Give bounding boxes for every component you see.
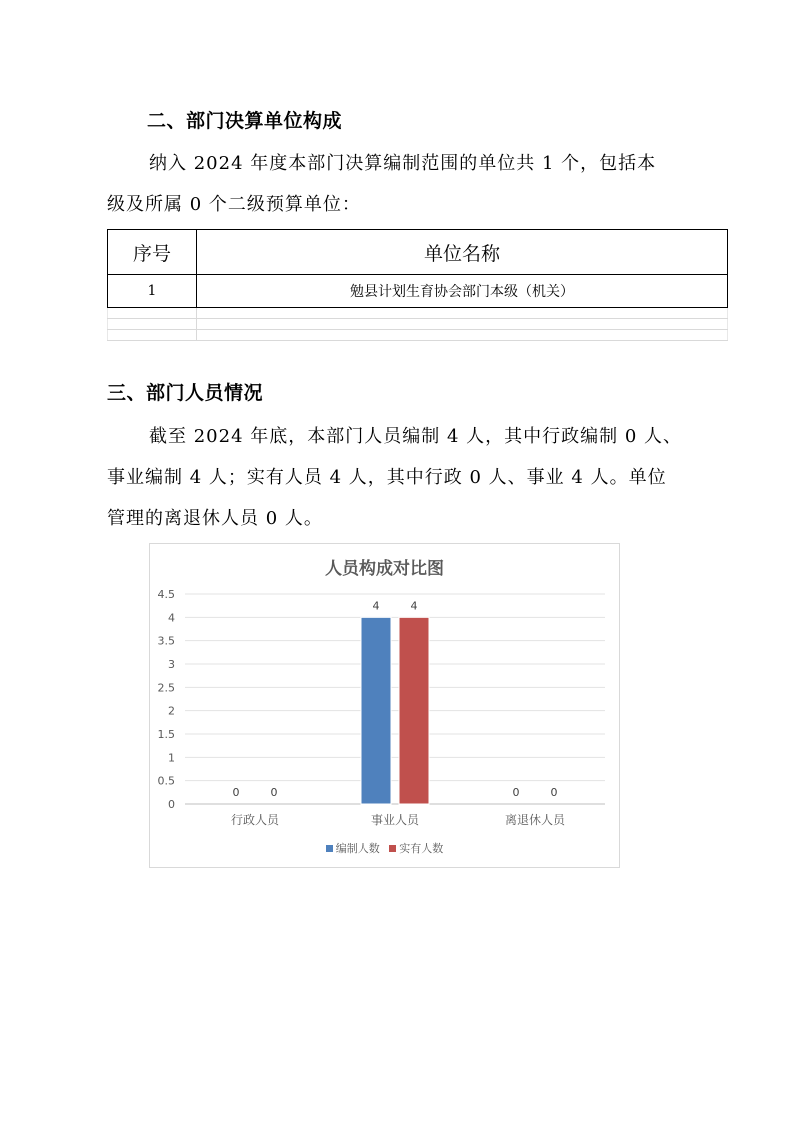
- staff-composition-chart: [149, 543, 620, 868]
- unit-composition-text-line-1: 纳入 2024 年度本部门决算编制范围的单位共 1 个，包括本: [149, 153, 657, 174]
- legend-label-actual: 实有人数: [399, 842, 444, 855]
- y-tick-label: 2.5: [157, 681, 175, 695]
- chart-plot: [150, 544, 619, 867]
- bar: [399, 617, 429, 804]
- data-label: 0: [550, 786, 558, 799]
- table-row: [108, 275, 728, 308]
- legend-item-authorized: [326, 840, 380, 856]
- staff-text-line-3: 管理的离退休人员 0 人。: [107, 508, 323, 529]
- unit-table-header-row: [108, 230, 728, 275]
- table-cell-unit-name: 勉县计划生育协会部门本级（机关）: [197, 275, 728, 308]
- data-label: 0: [270, 786, 278, 799]
- x-category-label: 离退休人员: [504, 813, 566, 827]
- chart-title: 人员构成对比图: [325, 559, 444, 579]
- y-tick-label: 3.5: [157, 634, 175, 648]
- y-tick-label: 0: [168, 798, 175, 811]
- data-label: 4: [372, 599, 380, 613]
- empty-table-row: [108, 330, 728, 341]
- bar: [361, 617, 391, 804]
- staff-text-line-2: 事业编制 4 人；实有人员 4 人，其中行政 0 人、事业 4 人。单位: [107, 467, 667, 488]
- empty-table-row: [108, 308, 728, 319]
- y-tick-label: 1: [168, 751, 175, 765]
- empty-table-row: [108, 319, 728, 330]
- y-tick-label: 2: [168, 704, 175, 718]
- chart-legend: [150, 840, 619, 856]
- y-tick-label: 1.5: [157, 728, 175, 741]
- legend-swatch-actual: [389, 845, 396, 852]
- section-heading-staff: 三、部门人员情况: [107, 382, 264, 404]
- y-tick-label: 4.5: [157, 588, 175, 601]
- data-label: 0: [232, 786, 240, 799]
- unit-table-header-name: 单位名称: [197, 230, 728, 275]
- legend-item-actual: [389, 840, 443, 856]
- y-tick-label: 0.5: [157, 774, 175, 788]
- table-cell-seq: 1: [108, 275, 197, 308]
- y-tick-label: 4: [168, 611, 175, 625]
- data-label: 0: [512, 786, 520, 799]
- legend-label-authorized: 编制人数: [335, 842, 380, 855]
- data-label: 4: [410, 599, 418, 613]
- section-heading-unit-composition: 二、部门决算单位构成: [147, 110, 343, 132]
- unit-table-header-seq: 序号: [108, 230, 197, 275]
- staff-text-line-1: 截至 2024 年底，本部门人员编制 4 人，其中行政编制 0 人、: [149, 426, 683, 447]
- unit-table: [107, 229, 728, 341]
- y-tick-label: 3: [168, 658, 175, 671]
- legend-swatch-authorized: [326, 845, 333, 852]
- x-category-label: 行政人员: [230, 813, 280, 827]
- unit-composition-text-line-2: 级及所属 0 个二级预算单位：: [107, 194, 361, 215]
- x-category-label: 事业人员: [370, 813, 420, 827]
